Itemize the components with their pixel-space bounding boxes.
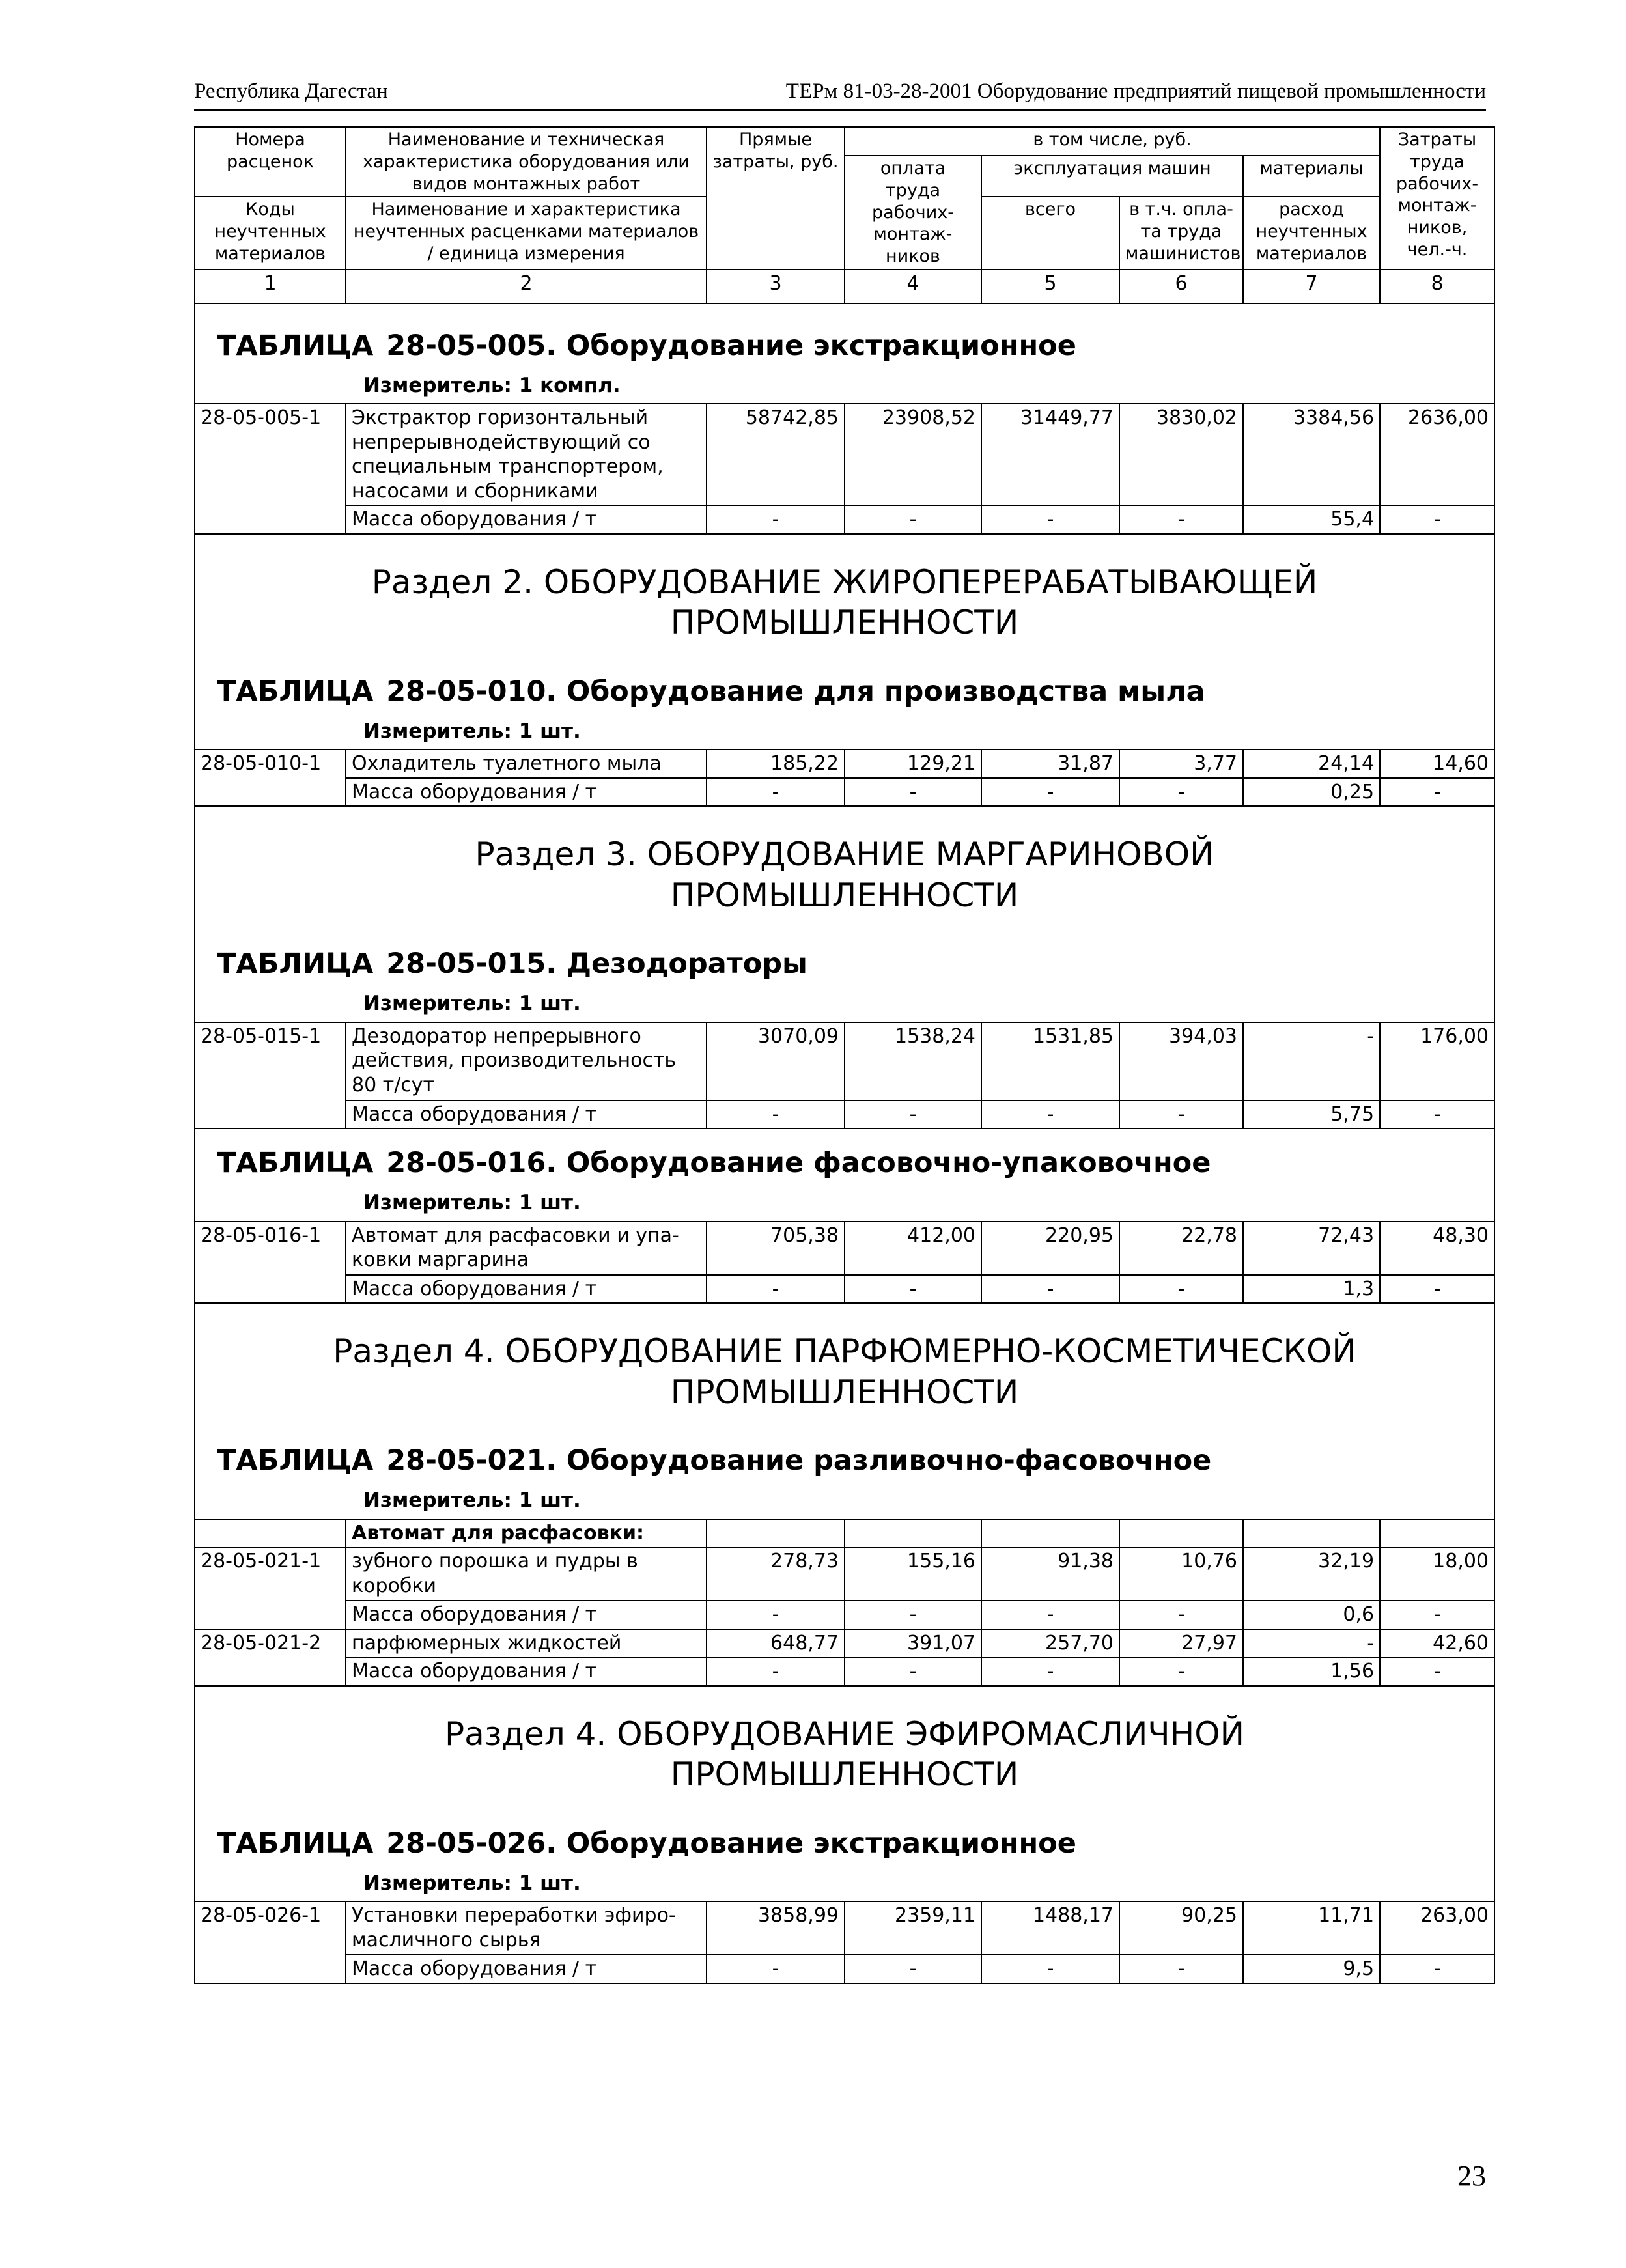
hdr-materials: материалы	[1243, 156, 1380, 197]
mass-row: Масса оборудования / т - - - - 9,5 -	[195, 1955, 1494, 1983]
mass-row: Масса оборудования / т - - - - 5,75 -	[195, 1100, 1494, 1129]
rate-code: 28-05-026-1	[195, 1901, 346, 1983]
rate-code: 28-05-015-1	[195, 1022, 346, 1129]
rate-name: зубного порошка и пудры в коробки	[346, 1547, 707, 1601]
rate-name: Автомат для расфасовки и упа-ковки маргарина	[346, 1222, 707, 1275]
rate-name: Установки переработки эфиро-масличного сырья	[346, 1901, 707, 1955]
header-region: Республика Дагестан	[194, 79, 388, 103]
section-title: Раздел 2. ОБОРУДОВАНИЕ ЖИРОПЕРЕРАБАТЫВАЮЩЕЙ ПРОМЫШЛЕННОСТИ	[371, 563, 1318, 642]
unit-of-measure: Измеритель: 1 компл.	[363, 373, 621, 397]
mass-row: Масса оборудования / т - - - - 1,3 -	[195, 1275, 1494, 1304]
table-row: 28-05-021-2 парфюмерных жидкостей 648,77 391,07 257,70 27,97 - 42,60	[195, 1629, 1494, 1658]
hdr-material-codes: Коды неучтенных материалов	[195, 197, 346, 270]
hdr-labor-pay: оплата труда рабочих-монтаж-ников	[845, 156, 981, 270]
header-row-1	[195, 127, 1494, 156]
rate-code: 28-05-016-1	[195, 1222, 346, 1304]
price-table	[194, 126, 1495, 1984]
table-title: ТАБЛИЦА 28-05-010. Оборудование для производства мыла	[217, 675, 1205, 708]
mass-row: Масса оборудования / т - - - - 1,56 -	[195, 1657, 1494, 1686]
hdr-rate-numbers: Номера расценок	[195, 127, 346, 197]
rate-name: Охладитель туалетного мыла	[346, 749, 707, 778]
section-title: Раздел 3. ОБОРУДОВАНИЕ МАРГАРИНОВОЙ ПРОМЫШЛЕННОСТИ	[475, 835, 1214, 914]
column-numbers-row: 1 2 3 4 5 6 7 8	[195, 270, 1494, 303]
header-document-title: ТЕРм 81-03-28-2001 Оборудование предприятий пищевой промышленности	[785, 79, 1486, 103]
table-title: ТАБЛИЦА 28-05-021. Оборудование разливочно-фасовочное	[217, 1444, 1212, 1477]
page-number: 23	[1457, 2160, 1486, 2192]
hdr-material-name: Наименование и характеристика неучтенных расценками материалов / единица измерения	[346, 197, 707, 270]
unit-of-measure: Измеритель: 1 шт.	[363, 1191, 581, 1214]
group-heading: Автомат для расфасовки:	[346, 1519, 707, 1548]
hdr-machines-total: всего	[981, 197, 1119, 270]
rate-code: 28-05-021-2	[195, 1629, 346, 1686]
group-heading-row	[195, 1519, 1494, 1548]
table-row: 28-05-021-1 зубного порошка и пудры в коробки 278,73 155,16 91,38 10,76 32,19 18,00	[195, 1547, 1494, 1601]
hdr-material-consumption: расход неучтенных материалов	[1243, 197, 1380, 270]
hdr-direct-costs: Прямые затраты, руб.	[707, 127, 845, 270]
hdr-operator-pay: в т.ч. опла-та труда машинистов	[1119, 197, 1243, 270]
hdr-labor-hours: Затраты труда рабочих-монтаж-ников, чел.-ч.	[1380, 127, 1494, 270]
price-table-sheet	[194, 126, 1494, 1984]
unit-of-measure: Измеритель: 1 шт.	[363, 1489, 581, 1512]
unit-of-measure: Измеритель: 1 шт.	[363, 719, 581, 743]
rate-name: парфюмерных жидкостей	[346, 1629, 707, 1658]
mass-row: Масса оборудования / т - - - - 55,4 -	[195, 505, 1494, 534]
rate-name: Экстрактор горизонтальный непрерывнодействующий со специальным транспортером, насосами и сборниками	[346, 404, 707, 505]
hdr-machines: эксплуатация машин	[981, 156, 1243, 197]
table-row: 28-05-016-1 Автомат для расфасовки и упа-ковки маргарина 705,38 412,00 220,95 22,78 72,43 48,30	[195, 1222, 1494, 1275]
running-header	[194, 70, 1486, 111]
table-row: 28-05-026-1 Установки переработки эфиро-масличного сырья 3858,99 2359,11 1488,17 90,25 11,71 263,00	[195, 1901, 1494, 1955]
table-row: 28-05-015-1 Дезодоратор непрерывного действия, производительность 80 т/сут 3070,09 1538,24 1531,85 394,03 - 176,00	[195, 1022, 1494, 1100]
table-title: ТАБЛИЦА 28-05-005. Оборудование экстракционное	[217, 329, 1076, 362]
section-title: Раздел 4. ОБОРУДОВАНИЕ ПАРФЮМЕРНО-КОСМЕТИЧЕСКОЙ ПРОМЫШЛЕННОСТИ	[333, 1332, 1356, 1411]
table-title: ТАБЛИЦА 28-05-015. Дезодораторы	[217, 947, 807, 981]
unit-of-measure: Измеритель: 1 шт.	[363, 992, 581, 1015]
rate-name: Дезодоратор непрерывного действия, производительность 80 т/сут	[346, 1022, 707, 1100]
rate-code: 28-05-005-1	[195, 404, 346, 534]
hdr-including: в том числе, руб.	[845, 127, 1380, 156]
mass-row: Масса оборудования / т - - - - 0,6 -	[195, 1601, 1494, 1629]
table-title: ТАБЛИЦА 28-05-016. Оборудование фасовочно-упаковочное	[217, 1147, 1211, 1180]
mass-row: Масса оборудования / т - - - - 0,25 -	[195, 778, 1494, 807]
table-row: 28-05-005-1 Экстрактор горизонтальный непрерывнодействующий со специальным транспортером, насосами и сборниками 58742,85 23908,52 31449,77 3830,02 3384,56 2636,00	[195, 404, 1494, 505]
table-row: 28-05-010-1 Охладитель туалетного мыла 185,22 129,21 31,87 3,77 24,14 14,60	[195, 749, 1494, 778]
rate-code: 28-05-021-1	[195, 1547, 346, 1629]
table-title: ТАБЛИЦА 28-05-026. Оборудование экстракционное	[217, 1827, 1076, 1860]
hdr-work-name: Наименование и техническая характеристика оборудования или видов монтажных работ	[346, 127, 707, 197]
rate-code: 28-05-010-1	[195, 749, 346, 806]
unit-of-measure: Измеритель: 1 шт.	[363, 1871, 581, 1895]
section-title: Раздел 4. ОБОРУДОВАНИЕ ЭФИРОМАСЛИЧНОЙ ПРОМЫШЛЕННОСТИ	[445, 1715, 1244, 1794]
